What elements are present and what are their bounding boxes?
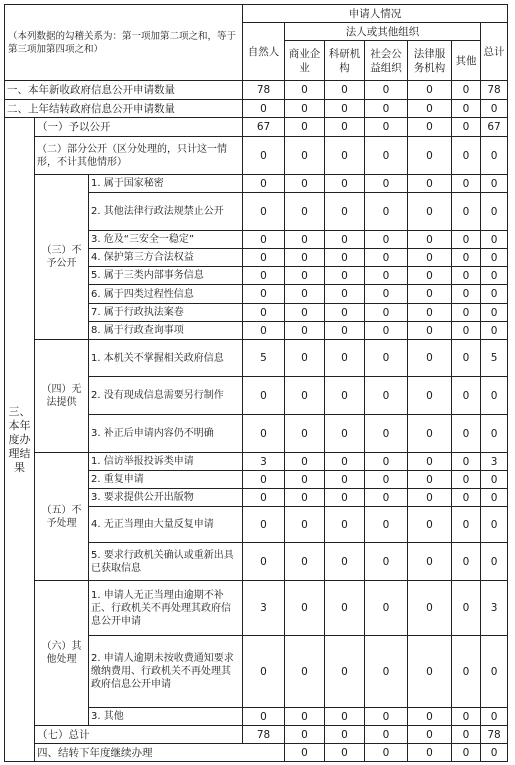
cell-value: 0 <box>285 137 325 175</box>
cell-value: 0 <box>285 581 325 636</box>
cell-value: 0 <box>285 507 325 543</box>
cell-value: 0 <box>243 489 285 507</box>
cell-value: 0 <box>408 507 452 543</box>
cell-value: 0 <box>285 175 325 193</box>
cell-value: 0 <box>452 81 481 100</box>
cell-value: 0 <box>243 415 285 453</box>
group-label-not-processed: （五）不予处理 <box>35 453 89 581</box>
cell-value: 0 <box>285 193 325 231</box>
cell-value: 0 <box>365 581 408 636</box>
cell-value: 0 <box>481 415 508 453</box>
cell-value: 0 <box>365 118 408 137</box>
cell-value: 0 <box>481 489 508 507</box>
cell-value: 0 <box>365 453 408 471</box>
cell-value: 0 <box>243 507 285 543</box>
list-item: 3. 要求提供公开出版物 <box>89 489 243 507</box>
cell-value: 0 <box>285 377 325 415</box>
cell-value: 0 <box>452 285 481 304</box>
applicant-situation-header: 申请人情况 <box>243 5 508 23</box>
cell-value: 0 <box>243 137 285 175</box>
cell-value: 0 <box>408 415 452 453</box>
cell-value: 0 <box>452 471 481 489</box>
cell-value: 0 <box>452 543 481 581</box>
cell-value: 0 <box>325 322 365 340</box>
table-note: （本列数据的勾稽关系为：第一项加第二项之和，等于第三项加第四项之和） <box>5 5 243 81</box>
cell-value: 0 <box>285 322 325 340</box>
cell-value: 0 <box>481 322 508 340</box>
cell-value: 0 <box>285 708 325 726</box>
cell-value: 0 <box>325 175 365 193</box>
list-item: 1. 本机关不掌握相关政府信息 <box>89 340 243 377</box>
cell-value: 0 <box>365 175 408 193</box>
cell-value: 0 <box>243 175 285 193</box>
cell-value: 78 <box>243 81 285 100</box>
list-item: 5. 属于三类内部事务信息 <box>89 267 243 285</box>
cell-value: 3 <box>243 453 285 471</box>
cell-value: 0 <box>285 415 325 453</box>
cell-value: 0 <box>285 340 325 377</box>
cell-value: 0 <box>408 193 452 231</box>
row-label-new-requests: 一、本年新收政府信息公开申请数量 <box>5 81 243 100</box>
col-legal-service: 法律服务机构 <box>408 41 452 81</box>
cell-value: 0 <box>452 453 481 471</box>
cell-value: 0 <box>481 636 508 708</box>
cell-value: 0 <box>243 249 285 267</box>
cell-value: 0 <box>365 81 408 100</box>
cell-value: 0 <box>325 726 365 744</box>
col-research: 科研机构 <box>325 41 365 81</box>
col-business: 商业企业 <box>285 41 325 81</box>
cell-value: 0 <box>408 340 452 377</box>
cell-value: 0 <box>325 581 365 636</box>
cell-value: 3 <box>481 453 508 471</box>
cell-value: 0 <box>285 304 325 322</box>
cell-value: 0 <box>243 636 285 708</box>
cell-value: 0 <box>408 581 452 636</box>
cell-value: 0 <box>481 100 508 118</box>
cell-value: 0 <box>365 267 408 285</box>
cell-value: 0 <box>325 340 365 377</box>
cell-value: 0 <box>285 100 325 118</box>
cell-value: 0 <box>452 377 481 415</box>
cell-value: 0 <box>325 453 365 471</box>
cell-value: 0 <box>408 285 452 304</box>
cell-value: 0 <box>243 377 285 415</box>
list-item: 1. 属于国家秘密 <box>89 175 243 193</box>
cell-value: 0 <box>243 285 285 304</box>
group-label-other-handling: （六）其他处理 <box>35 581 89 726</box>
cell-value: 0 <box>452 726 481 744</box>
cell-value: 0 <box>365 489 408 507</box>
cell-value: 0 <box>325 507 365 543</box>
list-item: 3. 其他 <box>89 708 243 726</box>
list-item: 4. 保护第三方合法权益 <box>89 249 243 267</box>
cell-value: 0 <box>452 267 481 285</box>
cell-value: 0 <box>325 708 365 726</box>
list-item: 8. 属于行政查询事项 <box>89 322 243 340</box>
cell-value: 0 <box>365 322 408 340</box>
cell-value: 0 <box>452 744 481 762</box>
cell-value: 0 <box>243 543 285 581</box>
cell-value: 0 <box>408 636 452 708</box>
cell-value: 0 <box>481 231 508 249</box>
cell-value: 0 <box>325 471 365 489</box>
cell-value: 0 <box>325 118 365 137</box>
cell-value: 0 <box>325 489 365 507</box>
cell-value: 0 <box>408 471 452 489</box>
list-item: 1. 信访举报投诉类申请 <box>89 453 243 471</box>
cell-value: 0 <box>243 267 285 285</box>
list-item: 3. 补正后申请内容仍不明确 <box>89 415 243 453</box>
cell-value: 0 <box>408 175 452 193</box>
cell-value: 0 <box>408 453 452 471</box>
cell-value: 0 <box>285 267 325 285</box>
cell-value: 0 <box>408 267 452 285</box>
cell-value: 0 <box>452 249 481 267</box>
cell-value: 0 <box>452 489 481 507</box>
cell-value: 0 <box>452 304 481 322</box>
cell-value: 0 <box>365 708 408 726</box>
cell-value: 0 <box>325 377 365 415</box>
group-label-not-disclosed: （三）不予公开 <box>35 175 89 340</box>
list-item: 2. 没有现成信息需要另行制作 <box>89 377 243 415</box>
cell-value: 0 <box>285 471 325 489</box>
cell-value: 0 <box>408 744 452 762</box>
cell-value: 0 <box>481 137 508 175</box>
cell-value: 0 <box>365 744 408 762</box>
cell-value: 0 <box>481 304 508 322</box>
cell-value: 0 <box>481 267 508 285</box>
legal-or-other-header: 法人或其他组织 <box>285 23 481 41</box>
row-label-section-3-total: （七）总计 <box>35 726 243 744</box>
cell-value: 0 <box>365 249 408 267</box>
cell-value: 0 <box>365 543 408 581</box>
cell-value: 0 <box>481 175 508 193</box>
cell-value: 0 <box>325 304 365 322</box>
cell-value: 0 <box>285 744 325 762</box>
row-label-carried-over: 二、上年结转政府信息公开申请数量 <box>5 100 243 118</box>
cell-value: 0 <box>325 231 365 249</box>
cell-value: 0 <box>285 118 325 137</box>
cell-value: 0 <box>243 322 285 340</box>
group-label-unable-to-provide: （四）无法提供 <box>35 340 89 453</box>
cell-value: 5 <box>481 340 508 377</box>
cell-value: 0 <box>325 193 365 231</box>
cell-value: 0 <box>285 453 325 471</box>
cell-value: 0 <box>365 636 408 708</box>
cell-value: 0 <box>325 543 365 581</box>
cell-value: 78 <box>481 81 508 100</box>
list-item: 3. 危及“三安全一稳定” <box>89 231 243 249</box>
cell-value: 67 <box>481 118 508 137</box>
cell-value: 0 <box>243 100 285 118</box>
col-natural-person: 自然人 <box>243 23 285 81</box>
cell-value: 78 <box>481 726 508 744</box>
cell-value: 0 <box>452 507 481 543</box>
cell-value: 0 <box>408 304 452 322</box>
cell-value: 0 <box>365 507 408 543</box>
cell-value: 0 <box>481 708 508 726</box>
cell-value: 0 <box>408 137 452 175</box>
cell-value: 0 <box>325 137 365 175</box>
cell-value: 0 <box>481 377 508 415</box>
cell-value: 0 <box>452 100 481 118</box>
cell-value: 0 <box>452 322 481 340</box>
cell-value: 0 <box>243 304 285 322</box>
cell-value: 0 <box>481 507 508 543</box>
cell-value: 0 <box>365 137 408 175</box>
cell-value: 0 <box>408 249 452 267</box>
cell-value: 0 <box>285 636 325 708</box>
cell-value: 0 <box>365 304 408 322</box>
section-3-label <box>5 118 35 762</box>
cell-value: 0 <box>365 231 408 249</box>
cell-value: 0 <box>452 118 481 137</box>
cell-value: 0 <box>408 118 452 137</box>
cell-value: 0 <box>365 285 408 304</box>
row-label-disclosed: （一）予以公开 <box>35 118 243 137</box>
cell-value: 0 <box>408 100 452 118</box>
cell-value: 0 <box>285 489 325 507</box>
cell-value: 3 <box>243 581 285 636</box>
cell-value: 0 <box>452 340 481 377</box>
cell-value: 0 <box>408 489 452 507</box>
cell-value: 0 <box>285 543 325 581</box>
cell-value: 0 <box>452 175 481 193</box>
cell-value: 0 <box>285 285 325 304</box>
cell-value: 67 <box>243 118 285 137</box>
disclosure-statistics-table <box>4 4 508 762</box>
row-label-partially-disclosed: （二）部分公开（区分处理的，只计这一情形，不计其他情形） <box>35 137 243 175</box>
cell-value: 0 <box>408 377 452 415</box>
list-item: 2. 重复申请 <box>89 471 243 489</box>
col-public-welfare: 社会公益组织 <box>365 41 408 81</box>
cell-value: 0 <box>365 377 408 415</box>
cell-value: 0 <box>325 267 365 285</box>
cell-value: 0 <box>325 81 365 100</box>
cell-value: 0 <box>243 708 285 726</box>
cell-value: 0 <box>325 636 365 708</box>
cell-value: 0 <box>243 231 285 249</box>
cell-value: 0 <box>408 322 452 340</box>
list-item: 6. 属于四类过程性信息 <box>89 285 243 304</box>
cell-value: 3 <box>481 581 508 636</box>
cell-value: 0 <box>243 471 285 489</box>
cell-value: 0 <box>325 249 365 267</box>
cell-value: 0 <box>452 581 481 636</box>
list-item: 1. 申请人无正当理由逾期不补正、行政机关不再处理其政府信息公开申请 <box>89 581 243 636</box>
cell-value: 0 <box>325 744 365 762</box>
col-other: 其他 <box>452 41 481 81</box>
cell-value: 0 <box>481 543 508 581</box>
cell-value: 0 <box>365 726 408 744</box>
cell-value: 0 <box>365 471 408 489</box>
list-item: 2. 申请人逾期未按收费通知要求缴纳费用、行政机关不再处理其政府信息公开申请 <box>89 636 243 708</box>
col-total: 总计 <box>481 23 508 81</box>
row-label-carry-forward: 四、结转下年度继续办理 <box>35 744 285 762</box>
cell-value: 0 <box>452 708 481 726</box>
cell-value: 0 <box>408 543 452 581</box>
cell-value: 0 <box>365 100 408 118</box>
cell-value: 0 <box>452 231 481 249</box>
cell-value: 0 <box>408 81 452 100</box>
cell-value: 0 <box>325 415 365 453</box>
cell-value: 0 <box>285 81 325 100</box>
cell-value: 0 <box>452 137 481 175</box>
cell-value: 0 <box>325 100 365 118</box>
cell-value: 0 <box>452 636 481 708</box>
cell-value: 5 <box>243 340 285 377</box>
cell-value: 0 <box>365 415 408 453</box>
cell-value: 0 <box>285 249 325 267</box>
cell-value: 0 <box>365 340 408 377</box>
cell-value: 0 <box>452 415 481 453</box>
cell-value: 0 <box>452 193 481 231</box>
cell-value: 0 <box>408 231 452 249</box>
list-item: 2. 其他法律行政法规禁止公开 <box>89 193 243 231</box>
section-3-text: 三、本年度办理结果 <box>8 404 31 474</box>
cell-value: 0 <box>481 193 508 231</box>
cell-value: 0 <box>408 708 452 726</box>
list-item: 5. 要求行政机关确认或重新出具已获取信息 <box>89 543 243 581</box>
cell-value: 0 <box>481 285 508 304</box>
cell-value: 0 <box>481 471 508 489</box>
cell-value: 0 <box>285 726 325 744</box>
cell-value: 78 <box>243 726 285 744</box>
list-item: 7. 属于行政执法案卷 <box>89 304 243 322</box>
cell-value: 0 <box>408 726 452 744</box>
cell-value: 0 <box>481 744 508 762</box>
cell-value: 0 <box>243 193 285 231</box>
cell-value: 0 <box>365 193 408 231</box>
cell-value: 0 <box>325 285 365 304</box>
cell-value: 0 <box>285 231 325 249</box>
cell-value: 0 <box>481 249 508 267</box>
list-item: 4. 无正当理由大量反复申请 <box>89 507 243 543</box>
